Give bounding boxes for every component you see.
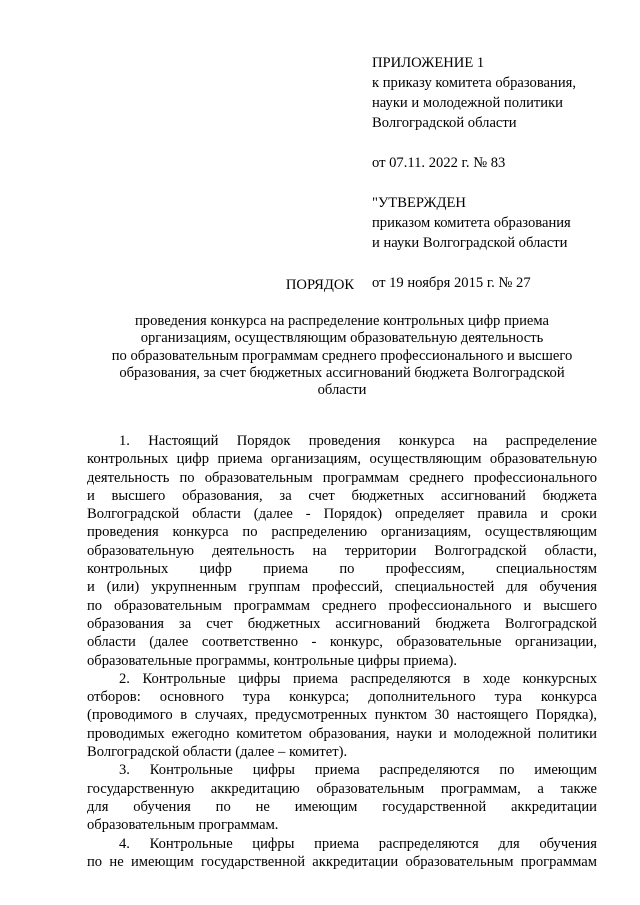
body-line: и (или) укрупненным группам профессий, специальностей для обучения [87,579,597,596]
appendix-line: от 19 ноября 2015 г. № 27 [372,275,531,291]
document-body [87,432,597,871]
document-title: ПОРЯДОК [285,277,355,293]
body-line: для обучения по не имеющим государственной аккредитации [87,798,597,815]
body-line: 2. Контрольные цифры приема распределяются в ходе конкурсных [119,670,597,687]
body-line: государственную аккредитацию образовательным программам, а также [87,780,597,797]
body-line: проводимых ежегодно комитетом образования, науки и молодежной политики [87,725,597,742]
body-line: образовательным программам. [87,817,279,834]
spacer [372,133,622,153]
subtitle-line: по образовательным программам среднего профессионального и высшего [111,347,573,364]
appendix-line: науки и молодежной политики [372,95,563,111]
body-line: контрольных цифр приема по профессиям, специальностям [87,561,597,578]
body-line: контрольных цифр приема организациям, осуществляющим образовательную [87,451,597,468]
body-line: по не имеющим государственной аккредитации образовательным программам [87,853,597,870]
body-line: по образовательным программам среднего профессионального и высшего [87,597,597,614]
appendix-line: ПРИЛОЖЕНИЕ 1 [372,55,485,71]
document-subtitle [87,313,597,399]
appendix-block [372,53,622,293]
appendix-line: к приказу комитета образования, [372,75,576,91]
spacer [372,173,622,193]
body-line: деятельность по образовательным программам среднего профессионального [87,469,597,486]
appendix-line: и науки Волгоградской области [372,235,568,251]
body-line: 1. Настоящий Порядок проведения конкурса на распределение [119,433,597,449]
subtitle-line: организациям, осуществляющим образовательную деятельность [140,330,544,347]
subtitle-line: образования, за счет бюджетных ассигнований бюджета Волгоградской [119,364,565,381]
body-line: и высшего образования, за счет бюджетных ассигнований бюджета [87,487,597,504]
body-line: 4. Контрольные цифры приема распределяются для обучения [119,835,597,852]
body-line: Волгоградской области (далее - Порядок) определяет правила и сроки [87,506,597,523]
body-line: проведения конкурса по распределению организациям, осуществляющим [87,524,597,541]
appendix-line: приказом комитета образования [372,215,571,231]
body-line: области (далее соответственно - конкурс, образовательные организации, [87,634,597,651]
spacer [372,253,622,273]
body-line: отборов: основного тура конкурса; дополнительного тура конкурса [87,689,597,706]
subtitle-line: области [317,382,367,399]
body-line: образовательные программы, контрольные цифры приема). [87,652,457,669]
appendix-line: Волгоградской области [372,115,517,131]
body-line: Волгоградской области (далее – комитет). [87,744,348,761]
appendix-line: "УТВЕРЖДЕН [372,195,466,211]
body-line: образовательную деятельность на территории Волгоградской области, [87,542,597,559]
appendix-line: от 07.11. 2022 г. № 83 [372,155,506,171]
subtitle-line: проведения конкурса на распределение контрольных цифр приема [134,313,550,329]
body-line: (проводимого в случаях, предусмотренных пунктом 30 настоящего Порядка), [87,707,597,724]
body-line: 3. Контрольные цифры приема распределяются по имеющим [119,762,597,779]
body-line: образования за счет бюджетных ассигнований бюджета Волгоградской [87,615,597,632]
